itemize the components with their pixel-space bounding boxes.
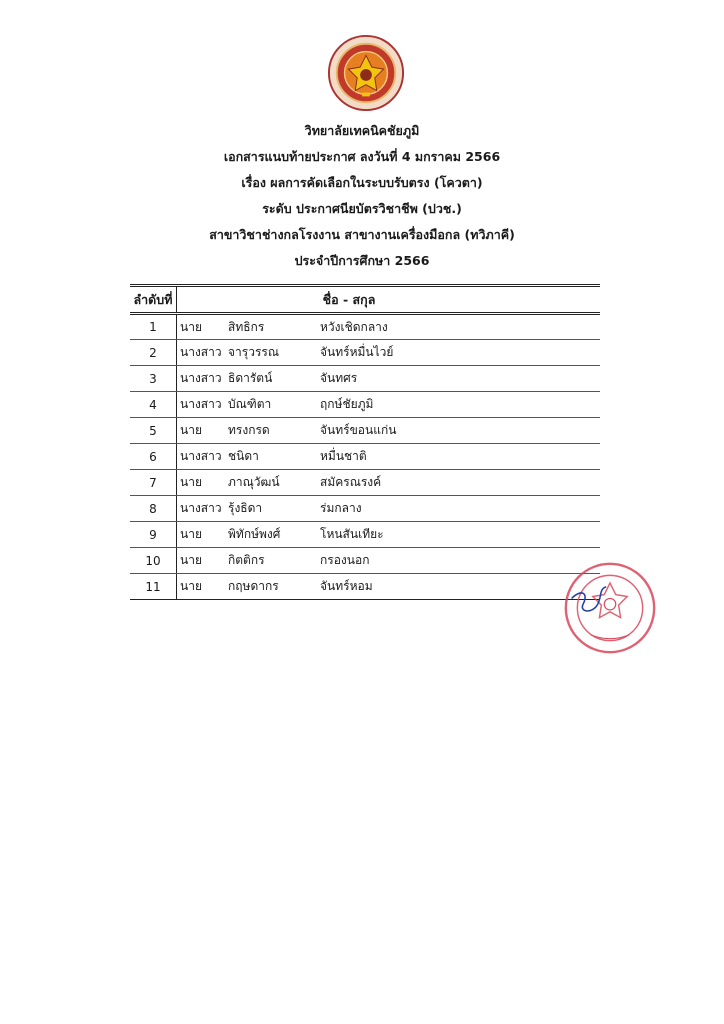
table-row bbox=[130, 548, 600, 574]
document-subject: เรื่อง ผลการคัดเลือกในระบบรับตรง (โควตา) bbox=[241, 175, 483, 190]
row-first-name: กิตติกร bbox=[227, 548, 319, 574]
education-level: ระดับ ประกาศนียบัตรวิชาชีพ (ปวช.) bbox=[262, 201, 462, 216]
row-first-name: ทรงกรด bbox=[227, 418, 319, 444]
row-title: นางสาว bbox=[177, 496, 228, 522]
official-stamp-icon bbox=[562, 560, 658, 656]
row-title: นาย bbox=[177, 314, 228, 340]
row-number: 4 bbox=[130, 392, 177, 418]
row-title: นาย bbox=[177, 574, 228, 600]
document-reference: เอกสารแนบท้ายประกาศ ลงวันที่ 4 มกราคม 2566 bbox=[223, 149, 501, 164]
row-first-name: ภาณุวัฒน์ bbox=[227, 470, 319, 496]
row-title: นางสาว bbox=[177, 366, 228, 392]
row-title: นางสาว bbox=[177, 444, 228, 470]
row-number: 10 bbox=[130, 548, 177, 574]
table-row bbox=[130, 392, 600, 418]
row-last-name: หวังเชิดกลาง bbox=[319, 314, 600, 340]
row-first-name: สิทธิกร bbox=[227, 314, 319, 340]
row-number: 3 bbox=[130, 366, 177, 392]
table-row bbox=[130, 522, 600, 548]
program-name: สาขาวิชาช่างกลโรงงาน สาขางานเครื่องมือกล (ทวิภาคี) bbox=[209, 227, 515, 242]
row-last-name: จันทร์ขอนแก่น bbox=[319, 418, 600, 444]
row-first-name: ธิดารัตน์ bbox=[227, 366, 319, 392]
row-first-name: รุ้งธิดา bbox=[227, 496, 319, 522]
row-last-name: หมื่นชาติ bbox=[319, 444, 600, 470]
row-number: 6 bbox=[130, 444, 177, 470]
row-number: 11 bbox=[130, 574, 177, 600]
row-number: 8 bbox=[130, 496, 177, 522]
row-last-name: ร่มกลาง bbox=[319, 496, 600, 522]
row-title: นางสาว bbox=[177, 340, 228, 366]
row-last-name: สมัครณรงค์ bbox=[319, 470, 600, 496]
row-number: 7 bbox=[130, 470, 177, 496]
row-last-name: ฤกษ์ชัยภูมิ bbox=[319, 392, 600, 418]
column-header-name: ชื่อ - สกุล bbox=[177, 286, 601, 314]
row-number: 9 bbox=[130, 522, 177, 548]
table-row bbox=[130, 340, 600, 366]
table-row bbox=[130, 418, 600, 444]
row-title: นางสาว bbox=[177, 392, 228, 418]
table-row bbox=[130, 444, 600, 470]
row-first-name: พิทักษ์พงศ์ bbox=[227, 522, 319, 548]
row-last-name: จันทร์หมื่นไวย์ bbox=[319, 340, 600, 366]
row-title: นาย bbox=[177, 418, 228, 444]
row-title: นาย bbox=[177, 548, 228, 574]
row-first-name: ชนิดา bbox=[227, 444, 319, 470]
row-last-name: จันทร์หอม bbox=[319, 574, 600, 600]
row-last-name: กรองนอก bbox=[319, 548, 600, 574]
row-title: นาย bbox=[177, 522, 228, 548]
row-last-name: โหนสันเทียะ bbox=[319, 522, 600, 548]
college-name: วิทยาลัยเทคนิคชัยภูมิ bbox=[304, 123, 420, 138]
table-header-row bbox=[130, 286, 600, 314]
column-header-number: ลำดับที่ bbox=[130, 286, 177, 314]
row-title: นาย bbox=[177, 470, 228, 496]
table-row bbox=[130, 496, 600, 522]
document-header bbox=[0, 118, 724, 274]
college-emblem-icon bbox=[327, 34, 405, 112]
row-first-name: กฤษดากร bbox=[227, 574, 319, 600]
row-number: 1 bbox=[130, 314, 177, 340]
table-row bbox=[130, 470, 600, 496]
table-row bbox=[130, 314, 600, 340]
row-number: 2 bbox=[130, 340, 177, 366]
row-first-name: บัณฑิตา bbox=[227, 392, 319, 418]
table-body bbox=[130, 314, 600, 600]
row-last-name: จันทศร bbox=[319, 366, 600, 392]
table-row bbox=[130, 366, 600, 392]
row-first-name: จารุวรรณ bbox=[227, 340, 319, 366]
table-row bbox=[130, 574, 600, 600]
academic-year: ประจำปีการศึกษา 2566 bbox=[294, 253, 430, 268]
row-number: 5 bbox=[130, 418, 177, 444]
results-table bbox=[130, 284, 600, 600]
